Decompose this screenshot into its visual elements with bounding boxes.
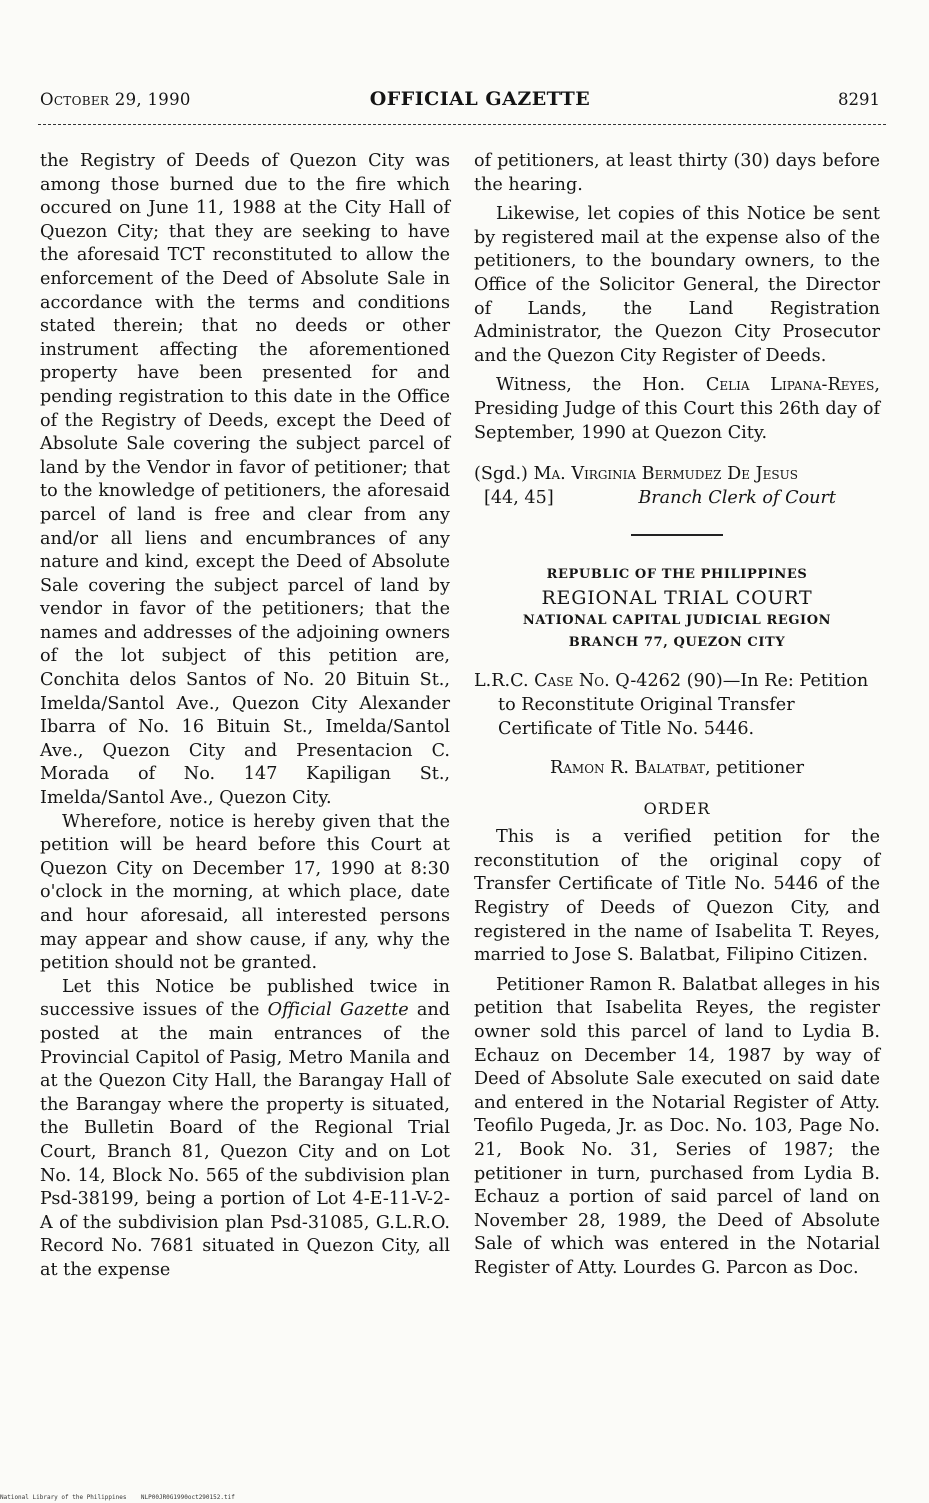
witness-text-a: Witness, the Hon. <box>496 375 706 396</box>
left-column <box>40 150 450 1283</box>
clerk-name: Ma. Virginia Bermudez De Jesus <box>533 464 798 485</box>
witness-text-b: , Presiding Judge of this Court this 26th day of September, 1990 at Quezon City. <box>474 375 880 443</box>
order-paragraph-2: Petitioner Ramon R. Balatbat alleges in his petition that Isabelita Reyes, the register owner sold this parcel of land to Lydia B. Echauz on December 14, 1987 by way of Deed of Absolute Sale executed on said date and entered in the Notarial Register of Atty. Teofilo Pugeda, Jr. as Doc. No. 103, Page No. 21, Book No. 31, Series of 1987; the petitioner in turn, purchased from Lydia B. Echauz a portion of said parcel of land on November 28, 1989, the Deed of Absolute Sale of which was entered in the Notarial Register of Atty. Lourdes G. Parcon as Doc. <box>474 974 880 1278</box>
publication-text-a: Let this Notice be published twice in successive issues of the <box>40 976 450 1021</box>
page-number: 8291 <box>838 90 880 109</box>
clerk-title: Branch Clerk of Court <box>638 487 836 508</box>
petition-allegations-paragraph: the Registry of Deeds of Quezon City was among those burned due to the fire which occured on June 11, 1988 at the City Hall of Quezon City; that they are seeking to have the aforesaid TCT reconstituted to allow the enforcement of the Deed of Absolute Sale in accordance with the terms and conditions stated therein; that no deeds or other instrument affecting the aforementioned property have been presented for and pending registration to this date in the Office of the Registry of Deeds, except the Deed of Absolute Sale covering the subject parcel of land by the Vendor in favor of petitioner; that to the knowledge of petitioners, the aforesaid parcel of land is free and clear from any and/or all liens and encumbrances of any nature and kind, except the Deed of Absolute Sale covering the subject parcel of land by vendor in favor of the petitioners; that the names and addresses of the adjoining owners of the lot subject of this petition are, Conchita delos Santos of No. 20 Bituin St., Imelda/Santol Ave., Quezon City Alexander Ibarra of No. 16 Bituin St., Imelda/Santol Ave., Quezon City and Presentacion C. Morada of No. 147 Kapiligan St., Imelda/Santol Ave., Quezon City. <box>40 151 450 809</box>
publication-paragraph <box>40 976 450 1283</box>
order-heading: ORDER <box>643 798 711 818</box>
gazette-name: Official Gazette <box>267 1000 409 1021</box>
order-paragraph-1: This is a verified petition for the reconstitution of the original copy of Transfer Certificate of Title No. 5446 of the Registry of Deeds of Quezon City, and registered in the name of Isabelita T. Reyes, married to Jose S. Balatbat, Filipino Citizen. <box>474 827 880 966</box>
signature-line <box>474 463 880 487</box>
footer-file: NLP00JR0G1990oct290152.tif <box>140 1494 235 1501</box>
case-description: Q-4262 (90)—In Re: Petition to Reconstitute Original Transfer Certificate of Title No. 5446. <box>498 671 869 739</box>
section-divider <box>631 534 723 536</box>
petitioner-line <box>474 757 880 781</box>
publication-title: OFFICIAL GAZETTE <box>369 88 591 110</box>
scan-footer <box>0 1494 235 1501</box>
signature-block <box>474 463 880 510</box>
petitioner-name: Ramon R. Balatbat <box>550 758 705 779</box>
expense-continuation: of petitioners, at least thirty (30) days before the hearing. <box>474 151 880 195</box>
republic-heading: REPUBLIC OF THE PHILIPPINES <box>546 567 808 583</box>
judge-name: Celia Lipana-Reyes <box>705 375 875 396</box>
branch-heading: BRANCH 77, QUEZON CITY <box>568 635 786 651</box>
case-title <box>474 670 880 741</box>
reference-number: [44, 45] <box>484 487 554 508</box>
signature-ref-row <box>474 487 880 511</box>
issue-date: October 29, 1990 <box>40 90 191 109</box>
hearing-notice-paragraph: Wherefore, notice is hereby given that the petition will be heard before this Court at Quezon City on December 17, 1990 at 8:30 o'clock in the morning, at which place, date and hour aforesaid, all interested persons may appear and show cause, if any, why the petition should not be granted. <box>40 811 450 974</box>
header-rule <box>38 124 886 125</box>
signature-prefix: (Sgd.) <box>474 464 534 485</box>
mailing-notice-paragraph: Likewise, let copies of this Notice be sent by registered mail at the expense also of the petitioners, to the boundary owners, to the Office of the Solicitor General, the Director of Lands, the Land Registration Administrator, the Quezon City Prosecutor and the Quezon City Register of Deeds. <box>474 204 880 366</box>
petitioner-role: , petitioner <box>704 758 804 779</box>
witness-paragraph <box>474 374 880 445</box>
region-heading: NATIONAL CAPITAL JUDICIAL REGION <box>522 613 832 629</box>
page-header <box>40 88 880 122</box>
right-column <box>474 150 880 1281</box>
footer-source: National Library of the Philippines <box>0 1494 127 1501</box>
publication-text-b: and posted at the main entrances of the Provincial Capitol of Pasig, Metro Manila and at the Quezon City Hall, the Barangay Hall of the Barangay where the property is situated, the Bulletin Board of the Regional Trial Court, Branch 81, Quezon City and on Lot No. 14, Block No. 565 of the subdivision plan Psd-38199, being a portion of Lot 4-E-11-V-2-A of the subdivision plan Psd-31085, G.L.R.O. Record No. 7681 situated in Quezon City, all at the expense <box>40 1000 450 1280</box>
court-heading: REGIONAL TRIAL COURT <box>541 587 813 610</box>
case-label: L.R.C. Case No. <box>474 671 610 692</box>
